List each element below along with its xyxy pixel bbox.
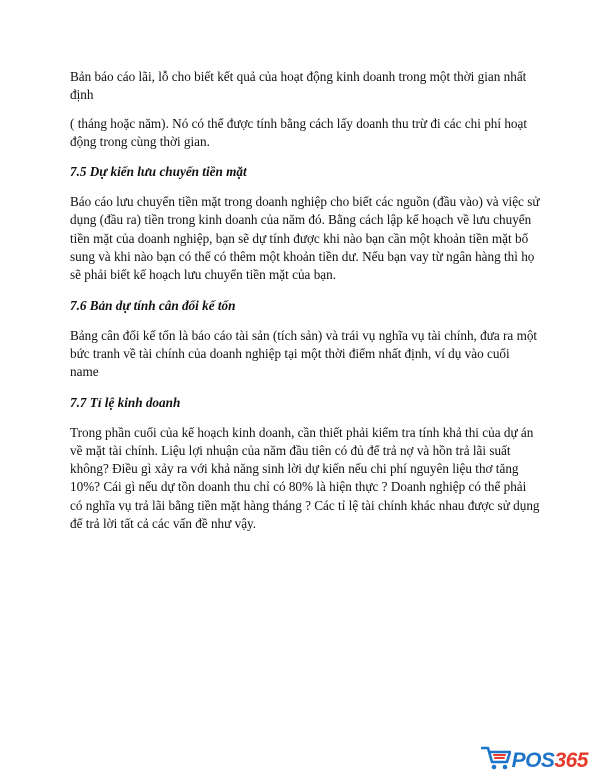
section-7-6-body: Bảng cân đối kế tốn là báo cáo tài sản (tích sản) và trái vụ nghĩa vụ tài chính, đưa ra một bức tranh về tài chính của doanh nghiệp tại một thời điểm nhất định, ví dụ vào cuối name	[70, 327, 538, 380]
section-7-5-heading: 7.5 Dự kiến lưu chuyển tiền mặt	[70, 164, 247, 180]
section-7-6-heading: 7.6 Bản dự tính cân đối kế tốn	[70, 297, 236, 313]
logo-text-pos: POS	[511, 749, 555, 772]
logo-text-365: 365	[554, 749, 588, 772]
section-7-5-body: Báo cáo lưu chuyển tiền mặt trong doanh nghiệp cho biết các nguồn (đầu vào) và việc sử dụng (đầu ra) tiền trong kinh doanh của năm đó. Bằng cách lập kế hoạch về lưu chuyển tiền mặt của doanh nghiệp, bạn sẽ dự tính được khi nào bạn cần một khoản tiền mặt bổ sung và khi nào bạn có thể có thêm một khoản tiền dư. Nếu bạn vay từ ngân hàng thì họ sẽ phải biết kế hoạch lưu chuyển tiền mặt của bạn.	[70, 194, 540, 283]
shopping-cart-icon	[481, 745, 511, 771]
section-7-7-heading: 7.7 Tỉ lệ kinh doanh	[70, 394, 181, 410]
intro-paragraph-line1: Bản báo cáo lãi, lỗ cho biết kết quả của hoạt động kinh doanh trong một thời gian nhất định	[70, 69, 527, 103]
document-page	[70, 68, 540, 533]
intro-paragraph-line2: ( tháng hoặc năm). Nó có thể được tính bằng cách lấy doanh thu trừ đi các chi phí hoạt động trong cùng thời gian.	[70, 115, 528, 149]
pos365-logo	[481, 745, 588, 771]
section-7-7-body: Trong phần cuối của kế hoạch kinh doanh, cần thiết phải kiểm tra tính khả thi của dự án về mặt tài chính. Liệu lợi nhuận của năm đầu tiên có đủ để trả nợ và hồn trả lãi suất không? Điều gì xảy ra với khả năng sinh lời dự kiến nếu chi phí nguyên liệu thơ tăng 10%? Cái gì nếu dự tồn doanh thu chỉ có 80% là hiện thực ? Doanh nghiệp có thể phải có nghĩa vụ trả lãi bằng tiền mặt hàng tháng ? Các tỉ lệ tài chính khác nhau được sử dụng để trả lời tất cả các vấn đề như vậy.	[70, 424, 540, 532]
